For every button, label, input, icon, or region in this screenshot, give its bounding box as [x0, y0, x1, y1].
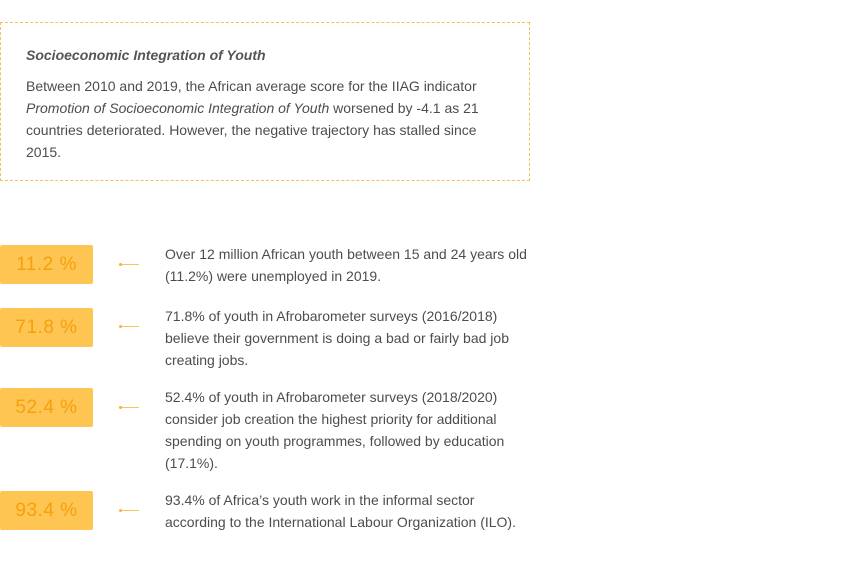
- stat-description: 93.4% of Africa’s youth work in the informal sector according to the International Labour Organization (ILO).: [165, 492, 516, 530]
- intro-title: Socioeconomic Integration of Youth: [26, 47, 266, 63]
- stat-description: Over 12 million African youth between 15 and 24 years old (11.2%) were unemployed in 2019.: [165, 246, 527, 284]
- arrow-left-icon: [120, 326, 139, 327]
- indicator-name: Promotion of Socioeconomic Integration of Youth: [26, 100, 330, 116]
- arrow-left-icon: [120, 264, 139, 265]
- stat-description: 52.4% of youth in Afrobarometer surveys (2018/2020) consider job creation the highest priority for additional spending on youth programmes, followed by education (17.1%).: [165, 389, 505, 471]
- stat-badge: 52.4 %: [0, 388, 93, 427]
- intro-body-text-2: worsened by -4.1 as 21 countries deteriorated. However, the negative trajectory has stalled since 2015.: [26, 100, 479, 160]
- stat-badge: 93.4 %: [0, 491, 93, 530]
- intro-box: [0, 22, 530, 181]
- stat-description: 71.8% of youth in Afrobarometer surveys (2016/2018) believe their government is doing a bad or fairly bad job creating jobs.: [165, 308, 509, 368]
- stat-badge: 11.2 %: [0, 245, 93, 284]
- intro-body: [26, 75, 504, 163]
- arrow-left-icon: [120, 407, 139, 408]
- arrow-left-icon: [120, 510, 139, 511]
- intro-body-text-1: Between 2010 and 2019, the African average score for the IIAG indicator: [26, 78, 477, 94]
- stat-badge: 71.8 %: [0, 308, 93, 347]
